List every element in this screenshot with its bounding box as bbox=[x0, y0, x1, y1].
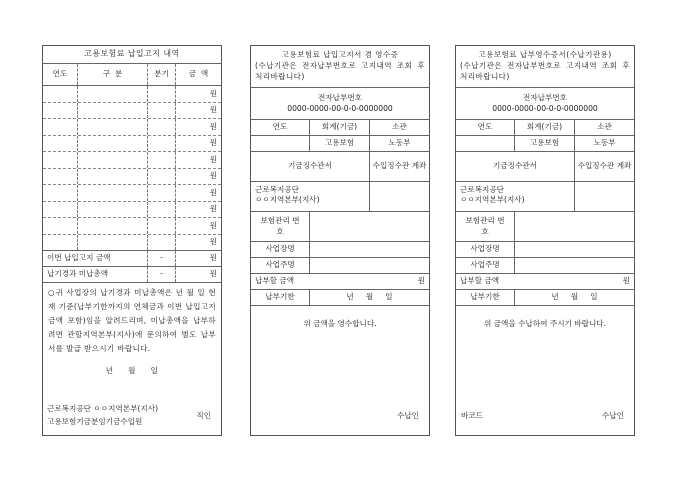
detail-year bbox=[43, 103, 77, 119]
detail-amount: 원 bbox=[175, 235, 221, 251]
col-year-header: 연도 bbox=[52, 69, 68, 79]
p2-receiver: 수납인 bbox=[396, 411, 419, 420]
detail-amount: 원 bbox=[175, 185, 221, 201]
p2-due-date: 년 월 일 bbox=[309, 290, 429, 305]
detail-quarter bbox=[147, 235, 175, 251]
p3-epay-label: 전자납부번호 bbox=[522, 93, 567, 102]
detail-year bbox=[43, 86, 77, 102]
notice-details-panel bbox=[42, 45, 222, 436]
detail-amount: 원 bbox=[175, 218, 221, 234]
detail-amount: 원 bbox=[175, 103, 221, 119]
p2-account-value: 고용보험 bbox=[309, 136, 369, 151]
col-amount-header: 금 액 bbox=[175, 64, 221, 85]
p3-year-value bbox=[456, 136, 514, 151]
p2-mgmt-no-label: 보험관리 번호 bbox=[260, 216, 300, 236]
p3-biz-name-value bbox=[514, 242, 634, 257]
bank-receipt-panel bbox=[455, 45, 635, 436]
p3-account-label: 회계(기금) bbox=[514, 120, 574, 135]
p3-fund-header-row bbox=[456, 120, 634, 136]
p2-account-label: 회계(기금) bbox=[309, 120, 369, 135]
p1-header-row bbox=[43, 64, 221, 86]
p2-epay-block bbox=[251, 88, 429, 120]
detail-year bbox=[43, 152, 77, 168]
p2-biz-name-row bbox=[251, 242, 429, 258]
issuer-fund: 고용보험기금분임기금수입원 bbox=[47, 417, 143, 427]
current-amount-dash: - bbox=[147, 251, 175, 266]
detail-quarter bbox=[147, 103, 175, 119]
detail-row bbox=[43, 218, 221, 235]
arrears-row bbox=[43, 267, 221, 283]
detail-quarter bbox=[147, 218, 175, 234]
p3-amount-row bbox=[456, 274, 634, 290]
detail-quarter bbox=[147, 136, 175, 152]
notice-date: 년 월 일 bbox=[105, 366, 159, 376]
p2-collector-label: 기금징수관서 bbox=[287, 161, 332, 171]
p3-due-row bbox=[456, 290, 634, 306]
detail-amount: 원 bbox=[175, 119, 221, 135]
p3-amount-label: 납부할 금액 bbox=[460, 276, 500, 286]
p3-amount-unit: 원 bbox=[622, 276, 630, 286]
p2-year-label: 연도 bbox=[272, 122, 288, 132]
p2-due-label: 납부기한 bbox=[265, 292, 295, 302]
p3-biz-name-label: 사업장명 bbox=[470, 244, 500, 254]
arrears-label: 납기경과 미납총액 bbox=[47, 269, 109, 279]
p3-dept-value: 노동부 bbox=[574, 136, 634, 151]
p3-owner-row bbox=[456, 258, 634, 274]
p3-mgmt-no-row bbox=[456, 212, 634, 242]
p3-title: 고용보험료 납부영수증서(수납기관용) bbox=[478, 50, 612, 59]
p3-agency-row bbox=[456, 182, 634, 212]
detail-category bbox=[77, 169, 147, 185]
p3-account-value: 고용보험 bbox=[514, 136, 574, 151]
p2-agency-branch: ㅇㅇ지역본부(지사) bbox=[255, 195, 320, 205]
detail-row bbox=[43, 136, 221, 153]
detail-category bbox=[77, 86, 147, 102]
p2-mgmt-no-row bbox=[251, 212, 429, 242]
p2-owner-label: 사업주명 bbox=[265, 260, 295, 270]
p2-year-value bbox=[251, 136, 309, 151]
p2-agency-row bbox=[251, 182, 429, 212]
detail-category bbox=[77, 218, 147, 234]
p1-detail-rows bbox=[43, 86, 221, 251]
current-amount-unit: 원 bbox=[175, 251, 221, 266]
detail-year bbox=[43, 235, 77, 251]
p3-receiver: 수납인 bbox=[601, 411, 624, 420]
p3-collector-row bbox=[456, 152, 634, 182]
p2-message: 위 금액을 영수합니다. bbox=[303, 319, 377, 328]
p3-due-label: 납부기한 bbox=[470, 292, 500, 302]
col-category-header: 구 분 bbox=[77, 64, 147, 85]
detail-row bbox=[43, 103, 221, 120]
p2-collector-account-value bbox=[369, 182, 429, 211]
detail-quarter bbox=[147, 119, 175, 135]
p3-mgmt-no-value bbox=[514, 212, 634, 241]
p2-owner-value bbox=[309, 258, 429, 273]
detail-year bbox=[43, 185, 77, 201]
detail-category bbox=[77, 235, 147, 251]
p2-epay-label: 전자납부번호 bbox=[317, 93, 362, 102]
p2-epay-number: 0000-0000-00-0-0-0000000 bbox=[287, 104, 393, 114]
p3-biz-name-row bbox=[456, 242, 634, 258]
detail-amount: 원 bbox=[175, 202, 221, 218]
p2-due-row bbox=[251, 290, 429, 306]
current-amount-label: 이번 납입고지 금액 bbox=[47, 253, 111, 263]
p2-biz-name-value bbox=[309, 242, 429, 257]
p2-collector-account-label: 수입징수관 계좌 bbox=[369, 152, 429, 181]
p2-header bbox=[251, 46, 429, 88]
official-seal: 직인 bbox=[196, 411, 211, 420]
detail-category bbox=[77, 103, 147, 119]
detail-quarter bbox=[147, 86, 175, 102]
detail-category bbox=[77, 185, 147, 201]
detail-amount: 원 bbox=[175, 169, 221, 185]
p2-agency-name: 근로복지공단 bbox=[255, 185, 300, 194]
p3-message: 위 금액을 수납하여 주시기 바랍니다. bbox=[483, 319, 607, 328]
p2-dept-value: 노동부 bbox=[369, 136, 429, 151]
p3-agency-name: 근로복지공단 bbox=[460, 185, 505, 194]
detail-row bbox=[43, 119, 221, 136]
detail-row bbox=[43, 86, 221, 103]
p3-fund-value-row bbox=[456, 136, 634, 152]
detail-amount: 원 bbox=[175, 136, 221, 152]
p2-agency bbox=[251, 182, 369, 211]
detail-row bbox=[43, 202, 221, 219]
p3-agency bbox=[456, 182, 574, 211]
current-amount-row bbox=[43, 251, 221, 267]
detail-row bbox=[43, 152, 221, 169]
arrears-dash: - bbox=[147, 267, 175, 282]
issuer-block bbox=[47, 403, 158, 429]
p1-title-row bbox=[43, 46, 221, 64]
detail-category bbox=[77, 202, 147, 218]
p2-amount-unit: 원 bbox=[417, 276, 425, 286]
detail-year bbox=[43, 169, 77, 185]
detail-category bbox=[77, 119, 147, 135]
detail-quarter bbox=[147, 185, 175, 201]
detail-amount: 원 bbox=[175, 86, 221, 102]
detail-row bbox=[43, 235, 221, 252]
p3-collector-account-value bbox=[574, 182, 634, 211]
notice-text: ○귀 사업장의 납기경과 미납총액은 년 월 일 현재 기준(납부기한까지의 연체금과 이번 납입고지금액 포함)임을 알려드리며, 미납총액을 납부하려면 관할지역본부(지사)에 문의하여 별도 납부서를 발급 받으시기 바랍니다. bbox=[48, 288, 216, 354]
p2-amount-label: 납부할 금액 bbox=[255, 276, 295, 286]
p3-epay-block bbox=[456, 88, 634, 120]
p3-agency-branch: ㅇㅇ지역본부(지사) bbox=[460, 195, 525, 205]
p3-year-label: 연도 bbox=[477, 122, 493, 132]
p2-mgmt-no-value bbox=[309, 212, 429, 241]
issuer-office: 근로복지공단 ㅇㅇ지역본부(지사) bbox=[47, 404, 159, 414]
p3-epay-number: 0000-0000-00-0-0-0000000 bbox=[492, 104, 598, 114]
p3-barcode: 바코드 bbox=[461, 411, 484, 420]
p2-owner-row bbox=[251, 258, 429, 274]
p2-title: 고용보험료 납입고지서 겸 영수증 bbox=[281, 50, 399, 59]
p3-collector-account-label: 수입징수관 계좌 bbox=[574, 152, 634, 181]
arrears-unit: 원 bbox=[175, 267, 221, 282]
p2-subtitle: (수납기관은 전자납부번호로 고지내역 조회 후 처리바랍니다) bbox=[255, 61, 425, 81]
detail-year bbox=[43, 218, 77, 234]
p3-dept-label: 소관 bbox=[574, 120, 634, 135]
p2-dept-label: 소관 bbox=[369, 120, 429, 135]
p2-fund-header-row bbox=[251, 120, 429, 136]
col-quarter-header: 분기 bbox=[147, 64, 175, 85]
p3-owner-value bbox=[514, 258, 634, 273]
p2-fund-value-row bbox=[251, 136, 429, 152]
detail-year bbox=[43, 136, 77, 152]
p2-biz-name-label: 사업장명 bbox=[265, 244, 295, 254]
p3-header bbox=[456, 46, 634, 88]
detail-row bbox=[43, 169, 221, 186]
detail-year bbox=[43, 119, 77, 135]
detail-quarter bbox=[147, 152, 175, 168]
detail-row bbox=[43, 185, 221, 202]
p3-collector-label: 기금징수관서 bbox=[492, 161, 537, 171]
p3-mgmt-no-label: 보험관리 번호 bbox=[465, 216, 505, 236]
p3-owner-label: 사업주명 bbox=[470, 260, 500, 270]
detail-quarter bbox=[147, 202, 175, 218]
p3-subtitle: (수납기관은 전자납부번호로 고지내역 조회 후 처리바랍니다) bbox=[460, 61, 630, 81]
detail-amount: 원 bbox=[175, 152, 221, 168]
p3-due-date: 년 월 일 bbox=[514, 290, 634, 305]
detail-quarter bbox=[147, 169, 175, 185]
notice-receipt-panel bbox=[250, 45, 430, 436]
detail-category bbox=[77, 136, 147, 152]
p2-collector-row bbox=[251, 152, 429, 182]
p1-title: 고용보험료 납입고지 내역 bbox=[84, 49, 180, 59]
detail-year bbox=[43, 202, 77, 218]
p2-amount-row bbox=[251, 274, 429, 290]
detail-category bbox=[77, 152, 147, 168]
